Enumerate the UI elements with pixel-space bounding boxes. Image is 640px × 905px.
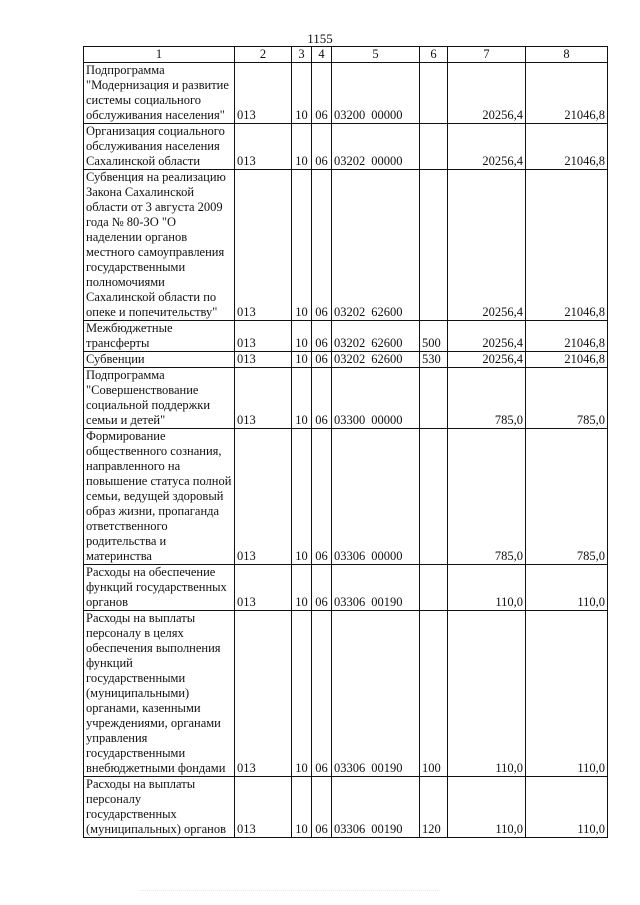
row-name-cell: Расходы на обеспечение функций государственных органов — [84, 565, 235, 611]
row-name-cell: Субвенции — [84, 352, 235, 368]
amount-year1-cell: 785,0 — [448, 368, 526, 429]
target-code-cell — [332, 124, 420, 170]
section-code-cell: 10 — [292, 777, 312, 838]
amount-year1-cell: 20256,4 — [448, 63, 526, 124]
target-code-part: 03306 — [334, 549, 366, 563]
amount-year2-cell: 110,0 — [526, 611, 608, 777]
target-code-part: 00000 — [371, 108, 403, 122]
table-row — [84, 777, 608, 838]
ministry-code-cell: 013 — [235, 611, 292, 777]
row-name-cell: Межбюджетные трансферты — [84, 321, 235, 352]
ministry-code-cell: 013 — [235, 777, 292, 838]
page-number: 1155 — [307, 31, 333, 46]
budget-table — [83, 46, 608, 838]
target-code-part: 62600 — [371, 336, 403, 350]
target-code-part: 03202 — [334, 352, 366, 366]
target-code-part: 03306 — [334, 761, 366, 775]
expense-type-cell — [420, 368, 448, 429]
expense-type-cell — [420, 565, 448, 611]
subsection-code-cell: 06 — [312, 63, 332, 124]
expense-type-cell — [420, 124, 448, 170]
expense-type-cell: 100 — [420, 611, 448, 777]
section-code-cell: 10 — [292, 565, 312, 611]
target-code-cell — [332, 352, 420, 368]
section-code-cell: 10 — [292, 321, 312, 352]
table-row — [84, 352, 608, 368]
table-row — [84, 429, 608, 565]
expense-type-cell: 120 — [420, 777, 448, 838]
amount-year2-cell: 21046,8 — [526, 170, 608, 321]
amount-year2-cell: 785,0 — [526, 429, 608, 565]
section-code-cell: 10 — [292, 429, 312, 565]
target-code-part: 03202 — [334, 154, 366, 168]
section-code-cell: 10 — [292, 124, 312, 170]
target-code-cell — [332, 321, 420, 352]
row-name-cell: Организация социального обслуживания населения Сахалинской области — [84, 124, 235, 170]
subsection-code-cell: 06 — [312, 352, 332, 368]
row-name-cell: Расходы на выплаты персоналу государственных (муниципальных) органов — [84, 777, 235, 838]
table-row — [84, 611, 608, 777]
subsection-code-cell: 06 — [312, 321, 332, 352]
ministry-code-cell: 013 — [235, 63, 292, 124]
target-code-part: 00190 — [371, 595, 403, 609]
subsection-code-cell: 06 — [312, 170, 332, 321]
amount-year2-cell: 21046,8 — [526, 124, 608, 170]
table-body — [84, 47, 608, 838]
expense-type-cell — [420, 63, 448, 124]
ministry-code-cell: 013 — [235, 321, 292, 352]
section-code-cell: 10 — [292, 63, 312, 124]
target-code-part: 03202 — [334, 305, 366, 319]
table-row — [84, 63, 608, 124]
row-name-cell: Формирование общественного сознания, направленного на повышение статуса полной семьи, ведущей здоровый образ жизни, пропаганда ответственного родительства и материнства — [84, 429, 235, 565]
amount-year1-cell: 785,0 — [448, 429, 526, 565]
amount-year2-cell: 21046,8 — [526, 321, 608, 352]
target-code-part: 62600 — [371, 352, 403, 366]
row-name-cell: Подпрограмма "Модернизация и развитие системы социального обслуживания населения" — [84, 63, 235, 124]
amount-year2-cell: 21046,8 — [526, 352, 608, 368]
ministry-code-cell: 013 — [235, 368, 292, 429]
ministry-code-cell: 013 — [235, 124, 292, 170]
header-cell: 5 — [332, 47, 420, 63]
target-code-part: 00000 — [371, 549, 403, 563]
ministry-code-cell: 013 — [235, 565, 292, 611]
header-cell: 8 — [526, 47, 608, 63]
expense-type-cell — [420, 170, 448, 321]
amount-year2-cell: 21046,8 — [526, 63, 608, 124]
ministry-code-cell: 013 — [235, 352, 292, 368]
subsection-code-cell: 06 — [312, 124, 332, 170]
subsection-code-cell: 06 — [312, 429, 332, 565]
header-cell: 7 — [448, 47, 526, 63]
expense-type-cell — [420, 429, 448, 565]
ministry-code-cell: 013 — [235, 429, 292, 565]
target-code-cell — [332, 565, 420, 611]
section-code-cell: 10 — [292, 170, 312, 321]
table-row — [84, 170, 608, 321]
scan-noise — [140, 886, 440, 891]
target-code-part: 62600 — [371, 305, 403, 319]
subsection-code-cell: 06 — [312, 611, 332, 777]
amount-year1-cell: 110,0 — [448, 611, 526, 777]
header-cell: 6 — [420, 47, 448, 63]
target-code-cell — [332, 368, 420, 429]
target-code-cell — [332, 611, 420, 777]
target-code-cell — [332, 63, 420, 124]
target-code-part: 03306 — [334, 822, 366, 836]
row-name-cell: Расходы на выплаты персоналу в целях обеспечения выполнения функций государственными (муниципальными) органами, казенными учреждениями, органами управления государственными внебюджетными фондами — [84, 611, 235, 777]
amount-year1-cell: 110,0 — [448, 565, 526, 611]
table-row — [84, 321, 608, 352]
amount-year2-cell: 110,0 — [526, 777, 608, 838]
amount-year1-cell: 20256,4 — [448, 124, 526, 170]
amount-year1-cell: 20256,4 — [448, 321, 526, 352]
target-code-part: 03306 — [334, 595, 366, 609]
expense-type-cell: 500 — [420, 321, 448, 352]
target-code-cell — [332, 429, 420, 565]
table-row — [84, 368, 608, 429]
section-code-cell: 10 — [292, 611, 312, 777]
header-row — [84, 47, 608, 63]
header-cell: 1 — [84, 47, 235, 63]
subsection-code-cell: 06 — [312, 368, 332, 429]
target-code-part: 03300 — [334, 413, 366, 427]
header-cell: 2 — [235, 47, 292, 63]
section-code-cell: 10 — [292, 352, 312, 368]
table-row — [84, 565, 608, 611]
table-row — [84, 124, 608, 170]
target-code-part: 00000 — [371, 154, 403, 168]
target-code-part: 00190 — [371, 761, 403, 775]
target-code-cell — [332, 777, 420, 838]
subsection-code-cell: 06 — [312, 777, 332, 838]
header-cell: 3 — [292, 47, 312, 63]
amount-year2-cell: 110,0 — [526, 565, 608, 611]
amount-year2-cell: 785,0 — [526, 368, 608, 429]
amount-year1-cell: 20256,4 — [448, 170, 526, 321]
section-code-cell: 10 — [292, 368, 312, 429]
target-code-part: 03200 — [334, 108, 366, 122]
target-code-part: 03202 — [334, 336, 366, 350]
row-name-cell: Подпрограмма "Совершенствование социальной поддержки семьи и детей" — [84, 368, 235, 429]
amount-year1-cell: 110,0 — [448, 777, 526, 838]
header-cell: 4 — [312, 47, 332, 63]
target-code-part: 00000 — [371, 413, 403, 427]
expense-type-cell: 530 — [420, 352, 448, 368]
target-code-part: 00190 — [371, 822, 403, 836]
target-code-cell — [332, 170, 420, 321]
amount-year1-cell: 20256,4 — [448, 352, 526, 368]
ministry-code-cell: 013 — [235, 170, 292, 321]
row-name-cell: Субвенция на реализацию Закона Сахалинской области от 3 августа 2009 года № 80-ЗО "О наделении органов местного самоуправления государственными полномочиями Сахалинской области по опеке и попечительству" — [84, 170, 235, 321]
subsection-code-cell: 06 — [312, 565, 332, 611]
